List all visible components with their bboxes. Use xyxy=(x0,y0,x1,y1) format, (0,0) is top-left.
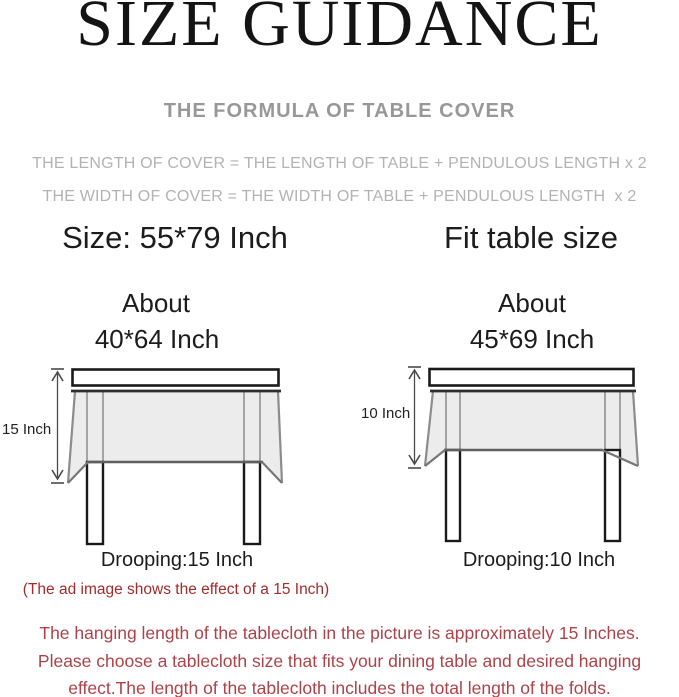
left-about-size: 40*64 Inch xyxy=(94,324,220,354)
page-title: SIZE GUIDANCE xyxy=(76,0,603,60)
table-leg-left xyxy=(87,462,103,544)
right-table-diagram xyxy=(340,358,679,548)
right-drop-length-label: 10 Inch xyxy=(361,405,411,422)
tabletop xyxy=(430,369,634,386)
tabletop xyxy=(73,370,279,386)
right-drooping-label: Drooping:10 Inch xyxy=(462,549,616,571)
formula-length-rule: THE LENGTH OF COVER = THE LENGTH OF TABLE + PENDULOUS LENGTH x 2 xyxy=(32,155,647,172)
footer-note xyxy=(0,620,679,697)
ad-effect-note: (The ad image shows the effect of a 15 Inch) xyxy=(22,581,330,598)
formula-heading: THE FORMULA OF TABLE COVER xyxy=(163,100,516,122)
table-leg-left xyxy=(446,450,460,541)
left-about-label: About xyxy=(122,288,190,318)
right-about-label: About xyxy=(498,288,566,318)
left-size-heading: Size: 55*79 Inch xyxy=(62,220,288,255)
formula-width-rule: THE WIDTH OF COVER = THE WIDTH OF TABLE + PENDULOUS LENGTH x 2 xyxy=(42,188,637,205)
left-drop-length-label: 15 Inch xyxy=(2,421,52,438)
right-fit-heading: Fit table size xyxy=(443,220,619,255)
table-leg-right xyxy=(605,450,620,541)
footer-note-line-3: effect.The length of the tablecloth includes the total length of the folds. xyxy=(68,678,611,697)
footer-note-line-2: Please choose a tablecloth size that fits your dining table and desired hanging xyxy=(37,650,642,671)
left-drooping-label: Drooping:15 Inch xyxy=(100,549,254,571)
right-about-size: 45*69 Inch xyxy=(469,324,595,354)
left-table-diagram xyxy=(0,358,340,548)
footer-note-line-1: The hanging length of the tablecloth in the picture is approximately 15 Inches. xyxy=(39,623,640,643)
drop-arrow xyxy=(51,369,64,483)
table-leg-right xyxy=(244,462,260,544)
